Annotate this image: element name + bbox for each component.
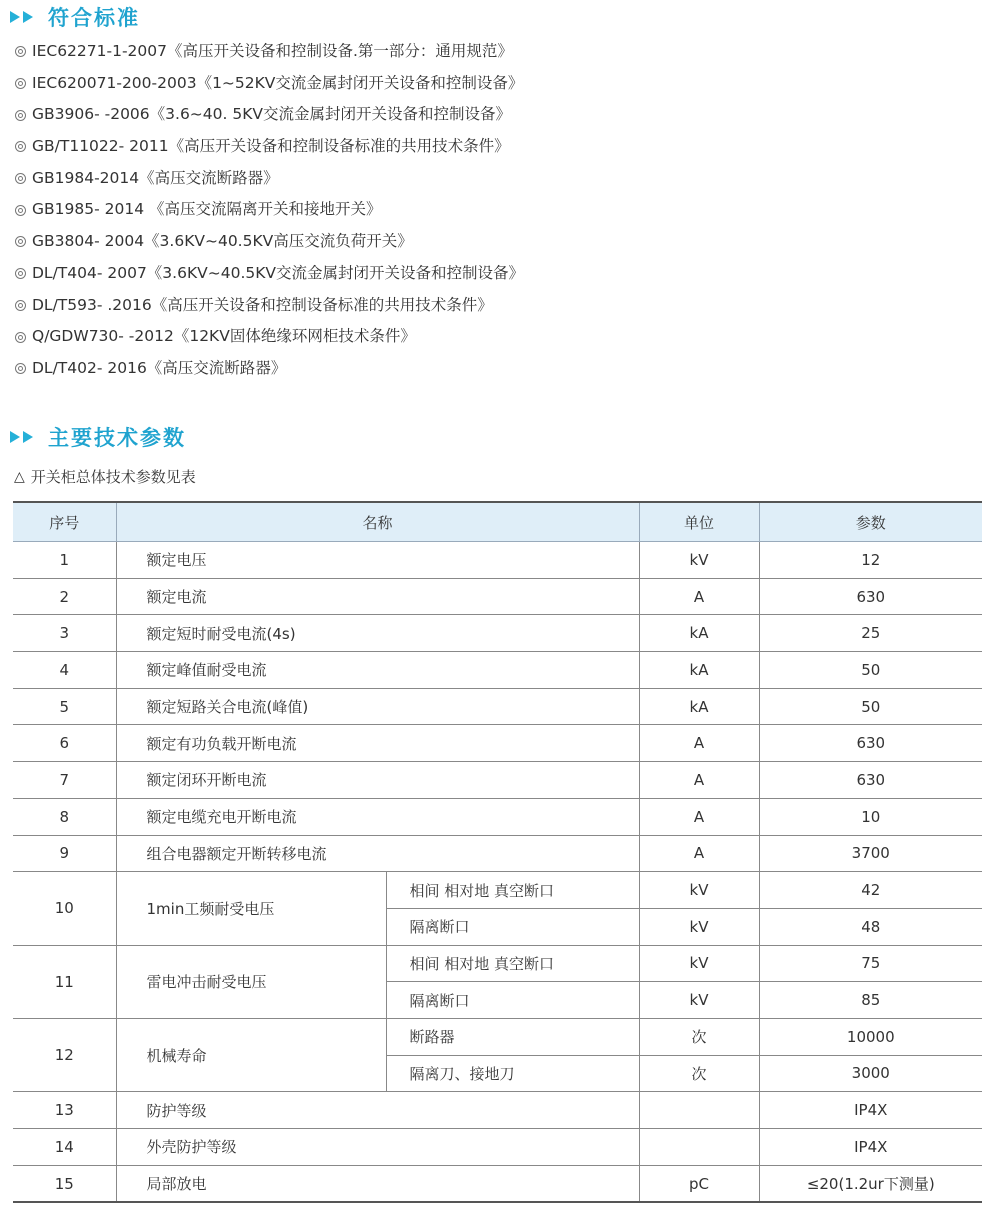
table-row	[13, 762, 982, 799]
row-sub-label: 相间 相对地 真空断口	[386, 872, 639, 909]
row-unit	[639, 1129, 759, 1166]
standard-text: DL/T402- 2016《高压交流断路器》	[32, 358, 287, 377]
row-value: ≤20(1.2ur下测量)	[759, 1165, 982, 1202]
standard-text: GB/T11022- 2011《高压开关设备和控制设备标准的共用技术条件》	[32, 137, 510, 156]
row-value: 42	[759, 872, 982, 909]
standards-title: 符合标准	[48, 6, 140, 30]
row-no: 7	[13, 762, 116, 799]
params-section-title	[10, 422, 186, 452]
table-row	[13, 1129, 982, 1166]
table-row	[13, 542, 982, 579]
params-table	[13, 501, 982, 1203]
table-row	[13, 1092, 982, 1129]
row-no: 5	[13, 688, 116, 725]
row-unit: A	[639, 798, 759, 835]
circle-bullet-icon	[15, 110, 26, 121]
row-value: IP4X	[759, 1129, 982, 1166]
row-unit: 次	[639, 1055, 759, 1092]
header-unit: 单位	[639, 502, 759, 542]
standard-text: DL/T593- .2016《高压开关设备和控制设备标准的共用技术条件》	[32, 295, 493, 314]
list-item	[15, 321, 524, 353]
row-unit: kV	[639, 945, 759, 982]
circle-bullet-icon	[15, 300, 26, 311]
row-value: IP4X	[759, 1092, 982, 1129]
row-value: 75	[759, 945, 982, 982]
standard-text: DL/T404- 2007《3.6KV~40.5KV交流金属封闭开关设备和控制设备》	[32, 263, 524, 282]
table-row	[13, 1165, 982, 1202]
list-item	[15, 68, 524, 100]
row-value: 630	[759, 725, 982, 762]
row-sub-label: 相间 相对地 真空断口	[386, 945, 639, 982]
row-no: 12	[13, 1018, 116, 1091]
row-name: 额定闭环开断电流	[116, 762, 639, 799]
circle-bullet-icon	[15, 205, 26, 216]
circle-bullet-icon	[15, 173, 26, 184]
table-row	[13, 578, 982, 615]
row-value: 48	[759, 908, 982, 945]
row-unit: kV	[639, 982, 759, 1019]
row-unit: A	[639, 835, 759, 872]
row-unit: 次	[639, 1018, 759, 1055]
row-unit: A	[639, 725, 759, 762]
row-no: 11	[13, 945, 116, 1018]
row-name: 额定有功负载开断电流	[116, 725, 639, 762]
triangle-icon: △	[14, 468, 25, 485]
row-name: 额定短路关合电流(峰值)	[116, 688, 639, 725]
row-unit: kV	[639, 542, 759, 579]
list-item	[15, 99, 524, 131]
list-item	[15, 353, 524, 385]
row-no: 8	[13, 798, 116, 835]
table-row	[13, 615, 982, 652]
row-name: 局部放电	[116, 1165, 639, 1202]
list-item	[15, 226, 524, 258]
standard-text: IEC620071-200-2003《1~52KV交流金属封闭开关设备和控制设备》	[32, 73, 524, 92]
header-name: 名称	[116, 502, 639, 542]
row-name: 防护等级	[116, 1092, 639, 1129]
standards-section-title	[10, 2, 140, 32]
table-header-row	[13, 502, 982, 542]
circle-bullet-icon	[15, 46, 26, 57]
row-name: 额定短时耐受电流(4s)	[116, 615, 639, 652]
circle-bullet-icon	[15, 332, 26, 343]
row-name: 额定电压	[116, 542, 639, 579]
row-value: 50	[759, 652, 982, 689]
table-note	[14, 466, 196, 487]
standard-text: GB1984-2014《高压交流断路器》	[32, 168, 279, 187]
standard-text: Q/GDW730- -2012《12KV固体绝缘环网柜技术条件》	[32, 327, 416, 346]
table-row	[13, 798, 982, 835]
double-arrow-icon	[10, 11, 36, 23]
table-row	[13, 945, 982, 982]
row-name: 雷电冲击耐受电压	[116, 945, 386, 1018]
row-name: 外壳防护等级	[116, 1129, 639, 1166]
row-unit: kA	[639, 652, 759, 689]
row-no: 6	[13, 725, 116, 762]
row-unit: kV	[639, 872, 759, 909]
row-value: 25	[759, 615, 982, 652]
row-unit: kA	[639, 688, 759, 725]
list-item	[15, 194, 524, 226]
row-sub-label: 隔离刀、接地刀	[386, 1055, 639, 1092]
row-unit	[639, 1092, 759, 1129]
circle-bullet-icon	[15, 363, 26, 374]
header-no: 序号	[13, 502, 116, 542]
table-row	[13, 652, 982, 689]
row-name: 机械寿命	[116, 1018, 386, 1091]
row-sub-label: 隔离断口	[386, 982, 639, 1019]
row-no: 4	[13, 652, 116, 689]
row-value: 3700	[759, 835, 982, 872]
row-unit: A	[639, 578, 759, 615]
row-name: 额定电流	[116, 578, 639, 615]
table-row	[13, 872, 982, 909]
row-name: 1min工频耐受电压	[116, 872, 386, 945]
standard-text: GB3906- -2006《3.6~40. 5KV交流金属封闭开关设备和控制设备》	[32, 105, 511, 124]
row-value: 630	[759, 762, 982, 799]
table-row	[13, 1018, 982, 1055]
note-text: 开关柜总体技术参数见表	[30, 468, 196, 486]
list-item	[15, 36, 524, 68]
row-value: 10	[759, 798, 982, 835]
row-value: 3000	[759, 1055, 982, 1092]
double-arrow-icon	[10, 431, 36, 443]
standards-list	[15, 36, 524, 385]
list-item	[15, 258, 524, 290]
row-no: 14	[13, 1129, 116, 1166]
circle-bullet-icon	[15, 268, 26, 279]
table-row	[13, 725, 982, 762]
row-unit: kA	[639, 615, 759, 652]
row-value: 10000	[759, 1018, 982, 1055]
circle-bullet-icon	[15, 236, 26, 247]
row-sub-label: 隔离断口	[386, 908, 639, 945]
standard-text: GB1985- 2014 《高压交流隔离开关和接地开关》	[32, 200, 382, 219]
row-name: 组合电器额定开断转移电流	[116, 835, 639, 872]
row-unit: kV	[639, 908, 759, 945]
row-no: 3	[13, 615, 116, 652]
row-no: 9	[13, 835, 116, 872]
row-no: 13	[13, 1092, 116, 1129]
header-value: 参数	[759, 502, 982, 542]
row-unit: A	[639, 762, 759, 799]
circle-bullet-icon	[15, 78, 26, 89]
row-value: 630	[759, 578, 982, 615]
row-name: 额定峰值耐受电流	[116, 652, 639, 689]
row-name: 额定电缆充电开断电流	[116, 798, 639, 835]
standard-text: GB3804- 2004《3.6KV~40.5KV高压交流负荷开关》	[32, 232, 413, 251]
row-value: 85	[759, 982, 982, 1019]
standard-text: IEC62271-1-2007《高压开关设备和控制设备.第一部分：通用规范》	[32, 42, 513, 60]
table-row	[13, 688, 982, 725]
row-no: 2	[13, 578, 116, 615]
row-no: 10	[13, 872, 116, 945]
circle-bullet-icon	[15, 141, 26, 152]
list-item	[15, 290, 524, 322]
row-no: 1	[13, 542, 116, 579]
row-value: 12	[759, 542, 982, 579]
list-item	[15, 131, 524, 163]
list-item	[15, 163, 524, 195]
table-row	[13, 835, 982, 872]
row-sub-label: 断路器	[386, 1018, 639, 1055]
row-no: 15	[13, 1165, 116, 1202]
row-unit: pC	[639, 1165, 759, 1202]
row-value: 50	[759, 688, 982, 725]
params-title: 主要技术参数	[48, 426, 186, 450]
